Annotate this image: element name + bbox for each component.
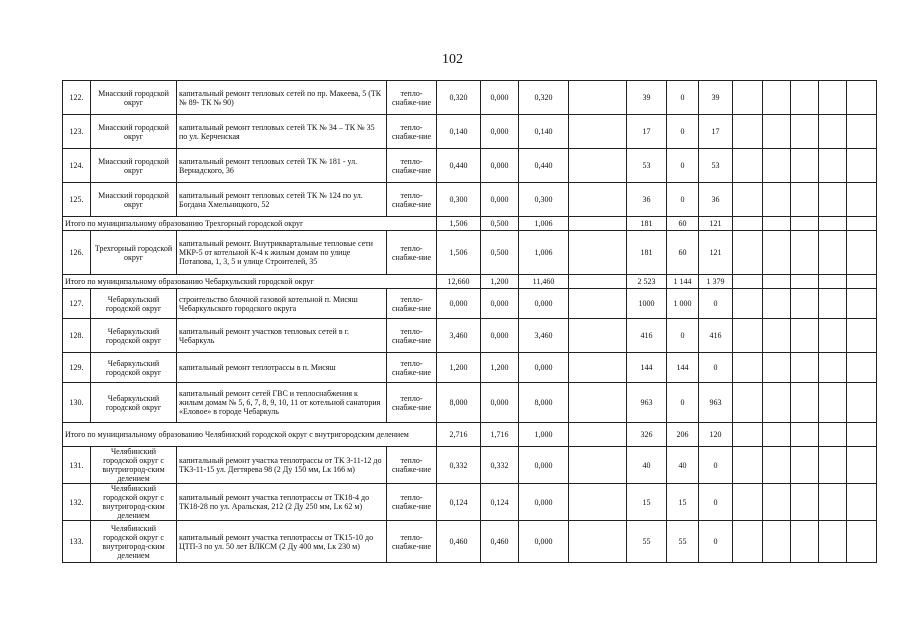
cost-part-b-cell: 0 (699, 521, 733, 563)
empty-cell (791, 217, 819, 231)
empty-cell (791, 183, 819, 217)
empty-cell (847, 183, 877, 217)
cost-part-b-cell: 0 (699, 447, 733, 484)
municipality-cell: Миасский городской округ (91, 149, 177, 183)
volume-total-cell: 8,000 (437, 383, 481, 423)
empty-cell (569, 289, 627, 319)
empty-cell (733, 275, 763, 289)
empty-cell (791, 423, 819, 447)
table-row (63, 484, 877, 521)
volume-total-cell: 0,320 (437, 81, 481, 115)
municipality-cell: Челябинский городской округ с внутригород-ским делением (91, 521, 177, 563)
table-row (63, 521, 877, 563)
empty-cell (733, 484, 763, 521)
volume-total-cell: 0,124 (437, 484, 481, 521)
empty-cell (819, 115, 847, 149)
volume-part-b-cell: 1,006 (519, 231, 569, 275)
row-number-cell: 129. (63, 353, 91, 383)
row-number-cell: 123. (63, 115, 91, 149)
resource-type-cell: тепло-снабже-ние (387, 521, 437, 563)
resource-type-cell: тепло-снабже-ние (387, 319, 437, 353)
row-number-cell: 125. (63, 183, 91, 217)
volume-total-cell: 1,506 (437, 217, 481, 231)
empty-cell (569, 231, 627, 275)
cost-part-b-cell: 36 (699, 183, 733, 217)
volume-part-b-cell: 0,000 (519, 484, 569, 521)
cost-total-cell: 40 (627, 447, 667, 484)
volume-part-b-cell: 0,000 (519, 353, 569, 383)
description-cell: капитальный ремонт участков тепловых сетей в г. Чебаркуль (177, 319, 387, 353)
description-cell: строительство блочной газовой котельной п. Мисяш Чебаркульского городского округа (177, 289, 387, 319)
volume-part-a-cell: 1,716 (481, 423, 519, 447)
empty-cell (569, 319, 627, 353)
cost-part-a-cell: 0 (667, 319, 699, 353)
resource-type-cell: тепло-снабже-ние (387, 353, 437, 383)
row-number-cell: 131. (63, 447, 91, 484)
table-total-row (63, 423, 877, 447)
cost-part-a-cell: 206 (667, 423, 699, 447)
cost-part-a-cell: 15 (667, 484, 699, 521)
empty-cell (733, 383, 763, 423)
cost-part-a-cell: 40 (667, 447, 699, 484)
empty-cell (791, 289, 819, 319)
description-cell: капитальный ремонт сетей ГВС и теплоснабжения к жилым домам № 5, 6, 7, 8, 9, 10, 11 от котельной санатория «Еловое» в городе Чебаркуль (177, 383, 387, 423)
resource-type-cell: тепло-снабже-ние (387, 149, 437, 183)
data-table (62, 80, 877, 563)
empty-cell (569, 423, 627, 447)
cost-part-b-cell: 39 (699, 81, 733, 115)
total-label-cell: Итого по муниципальному образованию Челябинский городской округ с внутригородским делением (63, 423, 437, 447)
volume-part-a-cell: 1,200 (481, 353, 519, 383)
volume-part-b-cell: 0,000 (519, 521, 569, 563)
cost-part-a-cell: 55 (667, 521, 699, 563)
cost-part-b-cell: 121 (699, 231, 733, 275)
empty-cell (791, 319, 819, 353)
cost-total-cell: 144 (627, 353, 667, 383)
volume-part-b-cell: 3,460 (519, 319, 569, 353)
volume-total-cell: 0,300 (437, 183, 481, 217)
table-row (63, 81, 877, 115)
cost-part-a-cell: 0 (667, 149, 699, 183)
empty-cell (819, 423, 847, 447)
resource-type-cell: тепло-снабже-ние (387, 447, 437, 484)
cost-part-b-cell: 0 (699, 289, 733, 319)
empty-cell (791, 275, 819, 289)
volume-part-b-cell: 1,000 (519, 423, 569, 447)
empty-cell (569, 115, 627, 149)
empty-cell (569, 484, 627, 521)
empty-cell (847, 149, 877, 183)
table-row (63, 231, 877, 275)
total-label-cell: Итого по муниципальному образованию Чебаркульский городской округ (63, 275, 437, 289)
empty-cell (763, 149, 791, 183)
volume-part-a-cell: 1,200 (481, 275, 519, 289)
cost-part-a-cell: 0 (667, 115, 699, 149)
empty-cell (819, 231, 847, 275)
table-row (63, 319, 877, 353)
volume-total-cell: 3,460 (437, 319, 481, 353)
empty-cell (733, 217, 763, 231)
empty-cell (819, 149, 847, 183)
empty-cell (763, 484, 791, 521)
volume-total-cell: 0,140 (437, 115, 481, 149)
cost-total-cell: 963 (627, 383, 667, 423)
empty-cell (733, 231, 763, 275)
description-cell: капитальный ремонт теплотрассы в п. Мисяш (177, 353, 387, 383)
cost-part-b-cell: 121 (699, 217, 733, 231)
municipality-cell: Чебаркульский городской округ (91, 353, 177, 383)
empty-cell (791, 115, 819, 149)
empty-cell (763, 183, 791, 217)
cost-part-a-cell: 0 (667, 183, 699, 217)
empty-cell (763, 217, 791, 231)
page-number: 102 (442, 52, 463, 67)
volume-part-a-cell: 0,500 (481, 231, 519, 275)
empty-cell (847, 447, 877, 484)
row-number-cell: 132. (63, 484, 91, 521)
empty-cell (847, 319, 877, 353)
description-cell: капитальный ремонт тепловых сетей по пр. Макеева, 5 (ТК № 89- ТК № 90) (177, 81, 387, 115)
cost-part-a-cell: 60 (667, 217, 699, 231)
cost-part-b-cell: 0 (699, 484, 733, 521)
cost-part-a-cell: 0 (667, 383, 699, 423)
empty-cell (847, 231, 877, 275)
empty-cell (569, 447, 627, 484)
row-number-cell: 130. (63, 383, 91, 423)
empty-cell (763, 231, 791, 275)
resource-type-cell: тепло-снабже-ние (387, 383, 437, 423)
empty-cell (819, 319, 847, 353)
cost-total-cell: 416 (627, 319, 667, 353)
cost-part-b-cell: 17 (699, 115, 733, 149)
empty-cell (819, 521, 847, 563)
volume-part-a-cell: 0,460 (481, 521, 519, 563)
cost-part-b-cell: 963 (699, 383, 733, 423)
table-row (63, 353, 877, 383)
volume-part-b-cell: 0,000 (519, 289, 569, 319)
volume-part-a-cell: 0,332 (481, 447, 519, 484)
description-cell: капитальный ремонт. Внутриквартальные тепловые сети МКР-5 от котельной К-4 к жилым домам по улице Потапова, 1, 3, 5 и улице Строителей, 35 (177, 231, 387, 275)
volume-part-b-cell: 8,000 (519, 383, 569, 423)
empty-cell (847, 289, 877, 319)
empty-cell (763, 81, 791, 115)
volume-total-cell: 0,332 (437, 447, 481, 484)
empty-cell (763, 319, 791, 353)
volume-part-a-cell: 0,000 (481, 289, 519, 319)
resource-type-cell: тепло-снабже-ние (387, 183, 437, 217)
empty-cell (791, 484, 819, 521)
volume-part-b-cell: 1,006 (519, 217, 569, 231)
table-row (63, 447, 877, 484)
municipality-cell: Миасский городской округ (91, 115, 177, 149)
description-cell: капитальный ремонт тепловых сетей ТК № 34 – ТК № 35 по ул. Керченская (177, 115, 387, 149)
resource-type-cell: тепло-снабже-ние (387, 81, 437, 115)
resource-type-cell: тепло-снабже-ние (387, 289, 437, 319)
empty-cell (569, 383, 627, 423)
table-row (63, 149, 877, 183)
empty-cell (763, 521, 791, 563)
empty-cell (847, 423, 877, 447)
row-number-cell: 126. (63, 231, 91, 275)
empty-cell (847, 383, 877, 423)
empty-cell (569, 149, 627, 183)
empty-cell (763, 423, 791, 447)
volume-part-b-cell: 0,140 (519, 115, 569, 149)
empty-cell (763, 353, 791, 383)
resource-type-cell: тепло-снабже-ние (387, 231, 437, 275)
table-total-row (63, 217, 877, 231)
empty-cell (733, 115, 763, 149)
cost-total-cell: 2 523 (627, 275, 667, 289)
description-cell: капитальный ремонт участка теплотрассы от ТК 3-11-12 до ТК3-11-15 ул. Дегтярева 98 (2 Ду 150 мм, Lк 166 м) (177, 447, 387, 484)
empty-cell (763, 275, 791, 289)
cost-total-cell: 53 (627, 149, 667, 183)
row-number-cell: 124. (63, 149, 91, 183)
empty-cell (847, 115, 877, 149)
empty-cell (791, 447, 819, 484)
empty-cell (569, 275, 627, 289)
volume-part-a-cell: 0,000 (481, 319, 519, 353)
municipality-cell: Челябинский городской округ с внутригород-ским делением (91, 484, 177, 521)
table-row (63, 115, 877, 149)
description-cell: капитальный ремонт тепловых сетей ТК № 181 - ул. Вернадского, 36 (177, 149, 387, 183)
cost-total-cell: 1000 (627, 289, 667, 319)
empty-cell (569, 521, 627, 563)
empty-cell (791, 353, 819, 383)
cost-part-b-cell: 416 (699, 319, 733, 353)
empty-cell (819, 289, 847, 319)
cost-total-cell: 39 (627, 81, 667, 115)
row-number-cell: 122. (63, 81, 91, 115)
volume-part-b-cell: 0,000 (519, 447, 569, 484)
cost-part-b-cell: 1 379 (699, 275, 733, 289)
empty-cell (733, 81, 763, 115)
empty-cell (791, 521, 819, 563)
empty-cell (791, 149, 819, 183)
empty-cell (791, 383, 819, 423)
empty-cell (819, 353, 847, 383)
description-cell: капитальный ремонт участка теплотрассы от ТК18-4 до ТК18-28 по ул. Аральская, 212 (2 Ду 250 мм, Lк 62 м) (177, 484, 387, 521)
description-cell: капитальный ремонт участка теплотрассы от ТК15-10 до ЦТП-3 по ул. 50 лет ВЛКСМ (2 Ду 400 мм, Lк 230 м) (177, 521, 387, 563)
cost-part-b-cell: 0 (699, 353, 733, 383)
empty-cell (847, 275, 877, 289)
empty-cell (819, 484, 847, 521)
cost-total-cell: 181 (627, 217, 667, 231)
empty-cell (733, 353, 763, 383)
cost-part-b-cell: 120 (699, 423, 733, 447)
empty-cell (819, 447, 847, 484)
empty-cell (819, 81, 847, 115)
empty-cell (847, 81, 877, 115)
volume-total-cell: 12,660 (437, 275, 481, 289)
empty-cell (847, 484, 877, 521)
description-cell: капитальный ремонт тепловых сетей ТК № 124 по ул. Богдана Хмельницкого, 52 (177, 183, 387, 217)
empty-cell (763, 115, 791, 149)
cost-part-a-cell: 60 (667, 231, 699, 275)
table-row (63, 183, 877, 217)
empty-cell (733, 423, 763, 447)
row-number-cell: 133. (63, 521, 91, 563)
empty-cell (847, 217, 877, 231)
resource-type-cell: тепло-снабже-ние (387, 484, 437, 521)
cost-total-cell: 15 (627, 484, 667, 521)
empty-cell (847, 353, 877, 383)
volume-total-cell: 0,460 (437, 521, 481, 563)
volume-part-a-cell: 0,000 (481, 383, 519, 423)
cost-total-cell: 36 (627, 183, 667, 217)
empty-cell (733, 447, 763, 484)
cost-part-a-cell: 144 (667, 353, 699, 383)
volume-total-cell: 0,440 (437, 149, 481, 183)
empty-cell (819, 383, 847, 423)
cost-part-a-cell: 1 144 (667, 275, 699, 289)
table-total-row (63, 275, 877, 289)
empty-cell (763, 447, 791, 484)
volume-total-cell: 0,000 (437, 289, 481, 319)
empty-cell (733, 149, 763, 183)
volume-total-cell: 1,506 (437, 231, 481, 275)
empty-cell (819, 275, 847, 289)
volume-part-b-cell: 0,320 (519, 81, 569, 115)
cost-part-b-cell: 53 (699, 149, 733, 183)
empty-cell (569, 81, 627, 115)
municipality-cell: Трехгорный городской округ (91, 231, 177, 275)
empty-cell (569, 183, 627, 217)
empty-cell (819, 217, 847, 231)
volume-part-a-cell: 0,500 (481, 217, 519, 231)
empty-cell (569, 353, 627, 383)
empty-cell (791, 81, 819, 115)
empty-cell (733, 183, 763, 217)
municipality-cell: Чебаркульский городской округ (91, 383, 177, 423)
volume-total-cell: 2,716 (437, 423, 481, 447)
cost-total-cell: 326 (627, 423, 667, 447)
cost-total-cell: 181 (627, 231, 667, 275)
municipality-cell: Чебаркульский городской округ (91, 289, 177, 319)
total-label-cell: Итого по муниципальному образованию Трехгорный городской округ (63, 217, 437, 231)
empty-cell (733, 319, 763, 353)
volume-part-a-cell: 0,000 (481, 115, 519, 149)
municipality-cell: Миасский городской округ (91, 81, 177, 115)
volume-part-a-cell: 0,124 (481, 484, 519, 521)
volume-part-a-cell: 0,000 (481, 81, 519, 115)
cost-part-a-cell: 0 (667, 81, 699, 115)
empty-cell (819, 183, 847, 217)
empty-cell (733, 289, 763, 319)
table-row (63, 289, 877, 319)
municipality-cell: Чебаркульский городской округ (91, 319, 177, 353)
volume-part-b-cell: 0,440 (519, 149, 569, 183)
resource-type-cell: тепло-снабже-ние (387, 115, 437, 149)
cost-part-a-cell: 1 000 (667, 289, 699, 319)
cost-total-cell: 55 (627, 521, 667, 563)
volume-part-b-cell: 0,300 (519, 183, 569, 217)
cost-total-cell: 17 (627, 115, 667, 149)
table-row (63, 383, 877, 423)
row-number-cell: 128. (63, 319, 91, 353)
empty-cell (763, 289, 791, 319)
empty-cell (791, 231, 819, 275)
volume-part-b-cell: 11,460 (519, 275, 569, 289)
volume-total-cell: 1,200 (437, 353, 481, 383)
empty-cell (847, 521, 877, 563)
municipality-cell: Челябинский городской округ с внутригород-ским делением (91, 447, 177, 484)
volume-part-a-cell: 0,000 (481, 149, 519, 183)
empty-cell (763, 383, 791, 423)
empty-cell (569, 217, 627, 231)
municipality-cell: Миасский городской округ (91, 183, 177, 217)
volume-part-a-cell: 0,000 (481, 183, 519, 217)
empty-cell (733, 521, 763, 563)
row-number-cell: 127. (63, 289, 91, 319)
